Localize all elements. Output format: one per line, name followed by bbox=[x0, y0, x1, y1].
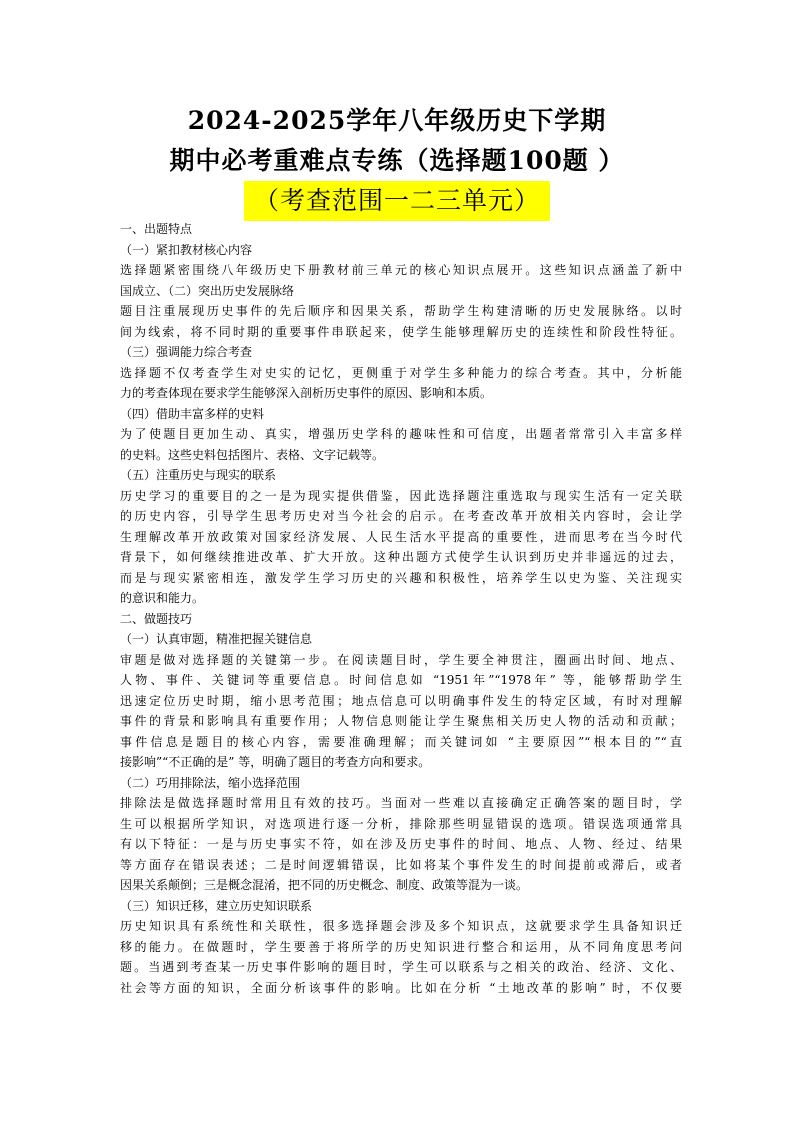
body-text-line: 选择题紧密围绕八年级历史下册教材前三单元的核心知识点展开。这些知识点涵盖了新中 bbox=[120, 263, 682, 277]
body-text-line: 审题是做对选择题的关键第一步。在阅读题目时，学生要全神贯注，圈画出时间、地点、 bbox=[120, 652, 682, 667]
body-text-line: 有以下特征：一是与历史事实不符，如在涉及历史事件的时间、地点、人物、经过、结果 bbox=[120, 837, 682, 851]
body-text-line: 国成立、（二）突出历史发展脉络 bbox=[120, 283, 295, 298]
body-text-line: 排除法是做选择题时常用且有效的技巧。当面对一些难以直接确定正确答案的题目时，学 bbox=[120, 796, 682, 810]
section-heading: （五）注重历史与现实的联系 bbox=[120, 468, 277, 482]
body-text-line: 生可以根据所学知识，对选项进行逐一分析，排除那些明显错误的选项。错误选项通常具 bbox=[120, 816, 682, 831]
body-text-line: 间为线索，将不同时期的重要事件串联起来，使学生能够理解历史的连续性和阶段性特征。 bbox=[120, 324, 682, 339]
document-subtitle-highlighted: （考查范围一二三单元） bbox=[244, 181, 550, 221]
section-heading: （三）知识迁移，建立历史知识联系 bbox=[120, 898, 313, 913]
body-text-line: 背景下，如何继续推进改革、扩大开放。这种出题方式使学生认识到历史并非遥远的过去， bbox=[120, 550, 682, 564]
body-text-line: 事件的背景和影响具有重要作用；人物信息则能让学生聚焦相关历史人物的活动和贡献； bbox=[120, 714, 682, 728]
section-heading: 一、出题特点 bbox=[120, 222, 193, 236]
section-heading: （三）强调能力综合考查 bbox=[120, 345, 253, 359]
body-text-line: 力的考查体现在要求学生能够深入剖析历史事件的原因、影响和本质。 bbox=[120, 386, 493, 400]
body-text-line: 选择题不仅考查学生对史实的记忆，更侧重于对学生多种能力的综合考查。其中，分析能 bbox=[120, 365, 682, 380]
body-text-line: 的历史内容，引导学生思考历史对当今社会的启示。在考查改革开放相关内容时，会让学 bbox=[120, 509, 682, 523]
body-text-line: 接影响”“不正确的是” 等，明确了题目的考查方向和要求。 bbox=[120, 755, 431, 769]
document-subtitle-wrapper bbox=[0, 181, 794, 221]
section-heading: 二、做题技巧 bbox=[120, 611, 193, 626]
body-text-line: 社会等方面的知识，全面分析该事件的影响。比如在分析 “土地改革的影响” 时，不仅要 bbox=[120, 980, 682, 995]
section-heading: （二）巧用排除法，缩小选择范围 bbox=[120, 775, 301, 790]
body-text-line: 历史学习的重要目的之一是为现实提供借鉴，因此选择题注重选取与现实生活有一定关联 bbox=[120, 488, 682, 503]
document-title-line-1: 2024-2025学年八年级历史下学期 bbox=[187, 106, 607, 135]
document-title-line-2: 期中必考重难点专练（选择题100题 ） bbox=[169, 146, 625, 175]
body-text-line: 历史知识具有系统性和关联性，很多选择题会涉及多个知识点，这就要求学生具备知识迁 bbox=[120, 919, 682, 933]
body-text-line: 事件信息是题目的核心内容，需要准确理解；而关键词如 “主要原因”“根本目的”“直 bbox=[120, 734, 682, 749]
body-text-line: 题。当遇到考查某一历史事件影响的题目时，学生可以联系与之相关的政治、经济、文化、 bbox=[120, 960, 682, 974]
body-text-line: 而是与现实紧密相连，激发学生学习历史的兴趣和积极性，培养学生以史为鉴、关注现实 bbox=[120, 570, 682, 585]
body-text-line: 题目注重展现历史事件的先后顺序和因果关系，帮助学生构建清晰的历史发展脉络。以时 bbox=[120, 304, 682, 318]
body-text-line: 的意识和能力。 bbox=[120, 591, 205, 605]
body-text-line: 因果关系颠倒；三是概念混淆，把不同的历史概念、制度、政策等混为一谈。 bbox=[120, 878, 529, 892]
section-heading: （一）紧扣教材核心内容 bbox=[120, 242, 253, 257]
document-body bbox=[120, 219, 682, 998]
body-text-line: 人物、事件、关键词等重要信息。时间信息如 “1951年”“1978年” 等，能够帮助学生 bbox=[120, 673, 682, 687]
section-heading: （一）认真审题，精准把握关键信息 bbox=[120, 632, 313, 646]
body-text-line: 的史料。这些史料包括图片、表格、文字记载等。 bbox=[120, 447, 385, 462]
body-text-line: 为了使题目更加生动、真实，增强历史学科的趣味性和可信度，出题者常常引入丰富多样 bbox=[120, 427, 682, 441]
section-heading: （四）借助丰富多样的史料 bbox=[120, 406, 265, 421]
body-text-line: 等方面存在错误表述；二是时间逻辑错误，比如将某个事件发生的时间提前或滞后，或者 bbox=[120, 857, 682, 872]
body-text-line: 迅速定位历史时期，缩小思考范围；地点信息可以明确事件发生的特定区域，有时对理解 bbox=[120, 693, 682, 708]
body-text-line: 移的能力。在做题时，学生要善于将所学的历史知识进行整合和运用，从不同角度思考问 bbox=[120, 939, 682, 954]
body-text-line: 生理解改革开放政策对国家经济发展、人民生活水平提高的重要性，进而思考在当今时代 bbox=[120, 529, 682, 544]
